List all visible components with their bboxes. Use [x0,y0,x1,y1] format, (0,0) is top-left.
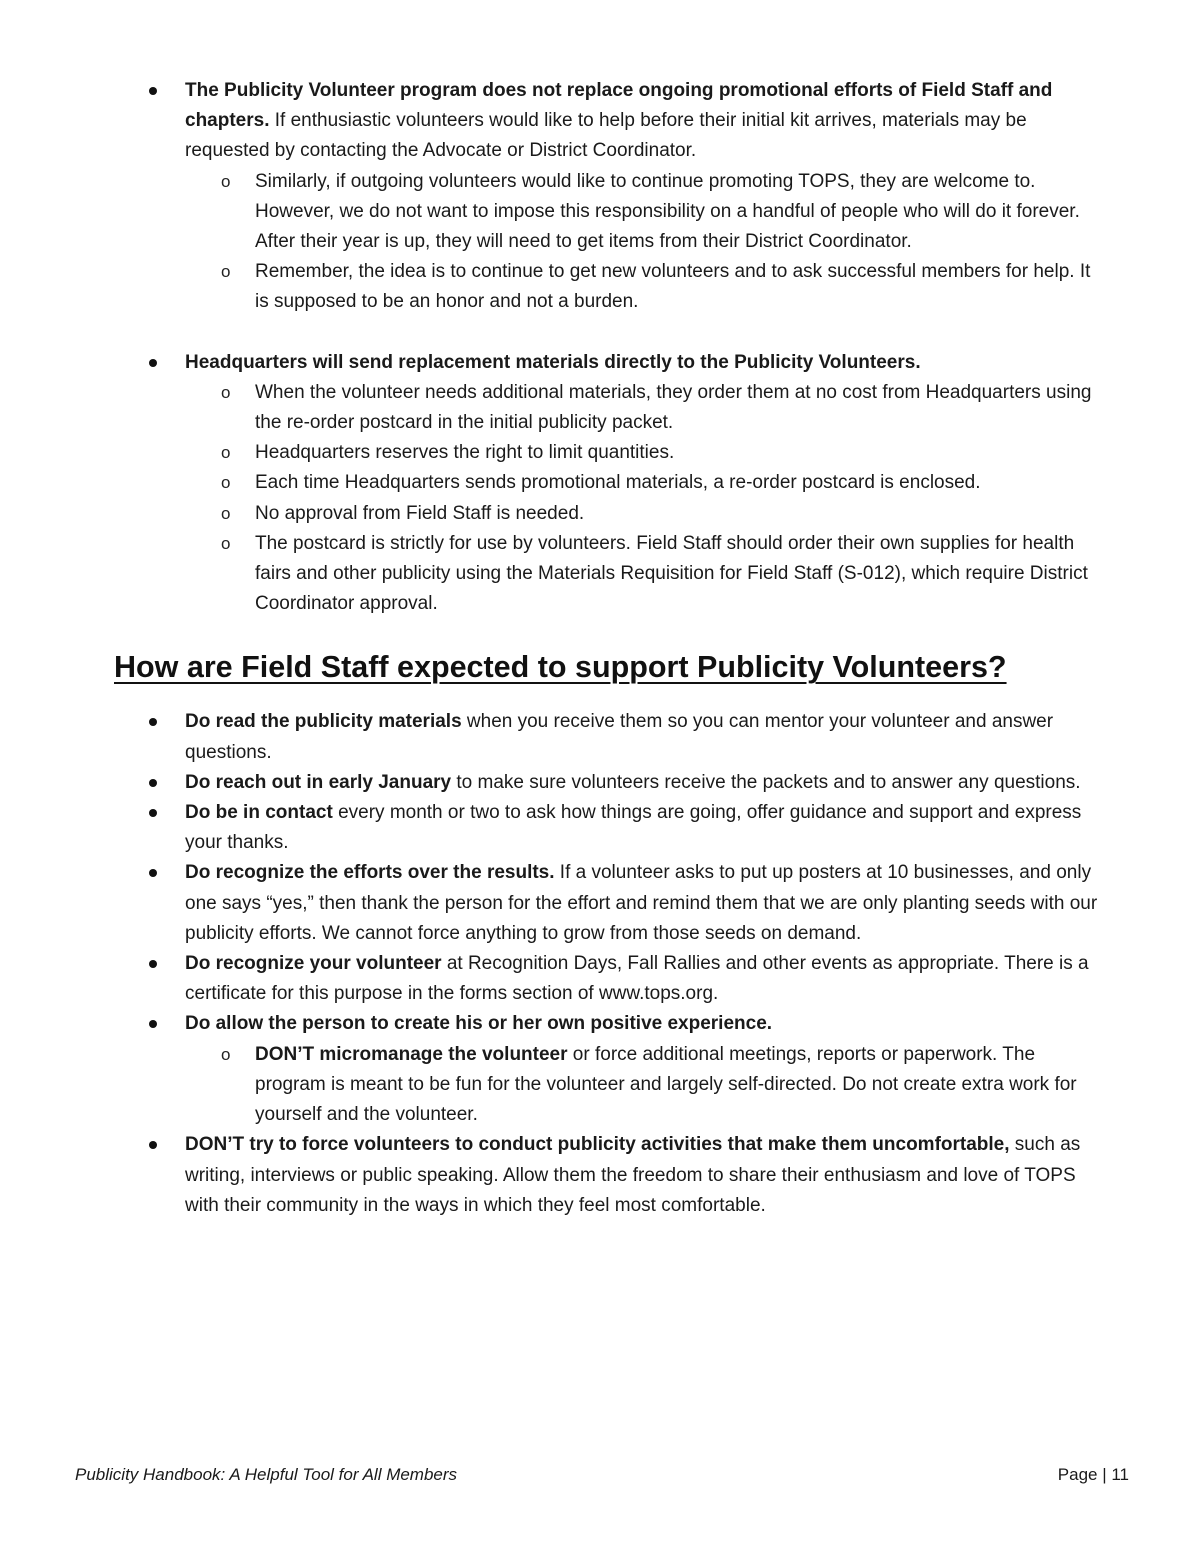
item-bold: Do allow the person to create his or her own positive experience. [185,1013,773,1035]
sub-item: o No approval from Field Staff is needed. [185,499,1108,529]
footer-page-number: Page | 11 [1057,1465,1129,1484]
section1-list [0,76,1200,619]
sub-item: o Each time Headquarters sends promotional materials, a re-order postcard is enclosed. [185,468,1108,498]
item-bold: Do be in contact [185,802,333,824]
sub-item-text: or force additional meetings, reports or paperwork. The program is meant to be fun for the volunteer and largely self-directed. Do not create extra work for yourself and the volunteer. [255,1043,1077,1126]
sub-item [185,1040,1108,1131]
item-bold: DON’T try to force volunteers to conduct publicity activities that make them uncomfortable, [185,1134,1010,1156]
item-text: every month or two to ask how things are going, offer guidance and support and express your thanks. [185,802,1082,854]
sub-item: o Similarly, if outgoing volunteers would like to continue promoting TOPS, they are welcome to. However, we do not want to impose this responsibility on a handful of people who will do it forever. After their year is up, they will need to get items from their District Coordinator. [185,167,1108,258]
sub-list [185,167,1108,318]
section-heading: How are Field Staff expected to support Publicity Volunteers? [114,650,1007,685]
item-text: such as writing, interviews or public speaking. Allow them the freedom to share their enthusiasm and love of TOPS with their community in the ways in which they feel most comfortable. [185,1134,1081,1216]
sub-list [185,378,1108,620]
item-bold: Do recognize the efforts over the results. [185,862,555,884]
list-item [0,1009,1200,1130]
item-text: at Recognition Days, Fall Rallies and other events as appropriate. There is a certificate for this purpose in the forms section of www.tops.org. [185,953,1089,1005]
item-bold: The Publicity Volunteer program does not replace ongoing promotional efforts of Field Staff and chapters. [185,80,1053,132]
item-text: If a volunteer asks to put up posters at 10 businesses, and only one says “yes,” then thank the person for the effort and remind them that we are only planting seeds with our publicity efforts. We cannot force anything to grow from those seeds on demand. [185,862,1098,944]
sub-item: o The postcard is strictly for use by volunteers. Field Staff should order their own supplies for health fairs and other publicity using the Materials Requisition for Field Staff (S-012), which require District Coordinator approval. [185,529,1108,620]
list-item [0,949,1200,1009]
sub-item: o Headquarters reserves the right to limit quantities. [185,438,1108,468]
list-item [0,1130,1200,1221]
list-item [0,798,1200,858]
item-bold: Do reach out in early January [185,771,452,793]
sub-item: o Remember, the idea is to continue to get new volunteers and to ask successful members for help. It is supposed to be an honor and not a burden. [185,257,1108,317]
list-item [0,858,1200,949]
item-bold: Do read the publicity materials [185,711,462,733]
list-item [0,348,1200,620]
item-text: If enthusiastic volunteers would like to help before their initial kit arrives, materials may be requested by contacting the Advocate or District Coordinator. [185,110,1027,162]
list-item [0,76,1200,348]
item-bold: Headquarters will send replacement materials directly to the Publicity Volunteers. [185,351,921,373]
section2-list [0,707,1200,1220]
page-content [0,76,1200,1221]
item-bold: Do recognize your volunteer [185,953,442,975]
sub-item-bold: DON’T micromanage the volunteer [255,1043,568,1065]
list-item [0,707,1200,767]
sub-item: o When the volunteer needs additional materials, they order them at no cost from Headquarters using the re-order postcard in the initial publicity packet. [185,378,1108,438]
item-text: when you receive them so you can mentor your volunteer and answer questions. [185,711,1054,763]
sub-list [185,1040,1108,1131]
list-item [0,768,1200,798]
item-text: to make sure volunteers receive the packets and to answer any questions. [451,771,1081,793]
footer-title: Publicity Handbook: A Helpful Tool for All Members [75,1465,458,1484]
